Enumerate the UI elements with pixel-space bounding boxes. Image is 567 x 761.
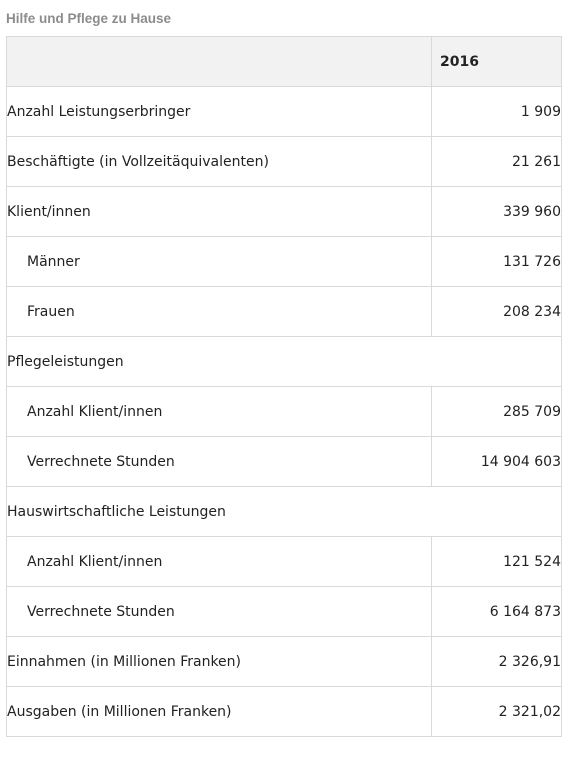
- row-label: Klient/innen: [7, 187, 432, 237]
- header-label-cell: [7, 37, 432, 87]
- section-label: Hauswirtschaftliche Leistungen: [7, 487, 562, 537]
- row-label: Männer: [7, 237, 432, 287]
- row-value: 2 326,91: [432, 637, 562, 687]
- row-label: Beschäftigte (in Vollzeitäquivalenten): [7, 137, 432, 187]
- row-label: Verrechnete Stunden: [7, 437, 432, 487]
- table-row: [7, 287, 562, 337]
- table-row: [7, 637, 562, 687]
- table-row: [7, 687, 562, 737]
- header-row: [7, 37, 562, 87]
- table-row: [7, 537, 562, 587]
- table-caption: Hilfe und Pflege zu Hause: [6, 11, 172, 26]
- row-value: 1 909: [432, 87, 562, 137]
- row-value: 6 164 873: [432, 587, 562, 637]
- table-row: [7, 587, 562, 637]
- row-value: 14 904 603: [432, 437, 562, 487]
- table-row: [7, 437, 562, 487]
- table-body: [7, 87, 562, 737]
- statistics-table: [6, 36, 562, 737]
- row-label: Anzahl Klient/innen: [7, 387, 432, 437]
- table-row: [7, 87, 562, 137]
- section-row: [7, 487, 562, 537]
- row-value: 339 960: [432, 187, 562, 237]
- row-value: 285 709: [432, 387, 562, 437]
- row-value: 131 726: [432, 237, 562, 287]
- row-label: Einnahmen (in Millionen Franken): [7, 637, 432, 687]
- row-label: Frauen: [7, 287, 432, 337]
- row-value: 21 261: [432, 137, 562, 187]
- section-row: [7, 337, 562, 387]
- table-row: [7, 237, 562, 287]
- header-year-cell: 2016: [432, 37, 562, 87]
- row-label: Verrechnete Stunden: [7, 587, 432, 637]
- row-value: 208 234: [432, 287, 562, 337]
- table-header: [7, 37, 562, 87]
- table-row: [7, 187, 562, 237]
- row-label: Anzahl Leistungserbringer: [7, 87, 432, 137]
- row-value: 121 524: [432, 537, 562, 587]
- row-value: 2 321,02: [432, 687, 562, 737]
- table-row: [7, 137, 562, 187]
- row-label: Anzahl Klient/innen: [7, 537, 432, 587]
- row-label: Ausgaben (in Millionen Franken): [7, 687, 432, 737]
- table-row: [7, 387, 562, 437]
- section-label: Pflegeleistungen: [7, 337, 562, 387]
